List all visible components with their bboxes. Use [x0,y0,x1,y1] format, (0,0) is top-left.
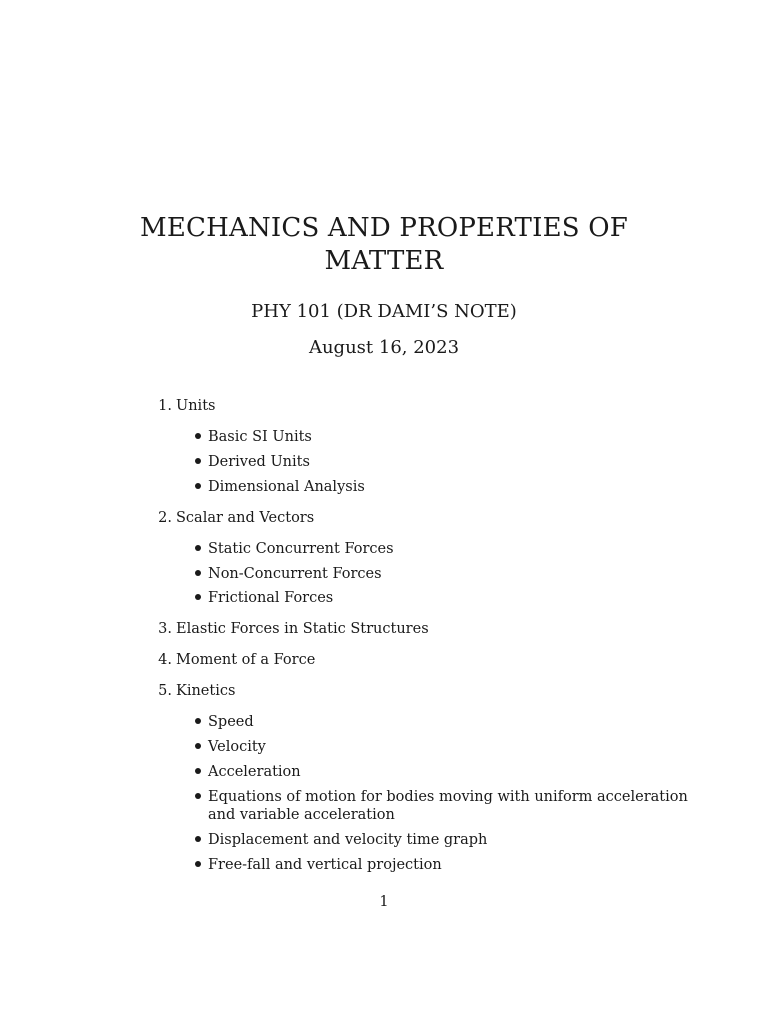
bullet-icon [195,458,201,464]
outline-item-number: 4. [158,652,172,668]
outline-item-label: Elastic Forces in Static Structures [176,621,429,637]
outline-subitem-continuation: and variable acceleration [208,807,395,823]
bullet-icon [195,545,201,551]
bullet-icon [195,718,201,724]
outline-subitem: Dimensional Analysis [208,479,365,495]
outline-subitem: Non-Concurrent Forces [208,566,382,582]
outline-subitem: Speed [208,714,254,730]
outline-subitem: Free-fall and vertical projection [208,857,442,873]
bullet-icon [195,433,201,439]
document-date: August 16, 2023 [308,337,460,358]
bullet-icon [195,570,201,576]
outline-item-label: Units [176,398,216,414]
outline-subitem: Equations of motion for bodies moving with uniform acceleration [208,789,688,805]
outline-subitem: Displacement and velocity time graph [208,832,488,848]
document-title [0,212,768,278]
bullet-icon [195,483,201,489]
outline-item-number: 5. [158,683,172,699]
outline-item-label: Scalar and Vectors [176,510,315,526]
bullet-icon [195,768,201,774]
outline-subitem: Acceleration [208,764,301,780]
bullet-icon [195,793,201,799]
page-number: 1 [379,894,389,910]
bullet-icon [195,836,201,842]
outline-subitem: Frictional Forces [208,590,334,606]
outline-subitem: Derived Units [208,454,310,470]
outline-item-number: 2. [158,510,172,526]
document-title-line-1: MECHANICS AND PROPERTIES OF [140,213,628,243]
outline-subitem: Static Concurrent Forces [208,541,394,557]
bullet-icon [195,594,201,600]
bullet-icon [195,743,201,749]
outline-subitem: Basic SI Units [208,429,312,445]
outline-item-label: Kinetics [176,683,236,699]
document-title-line-2: MATTER [324,246,444,276]
outline-item-number: 1. [158,398,172,414]
outline-subitem: Velocity [208,739,266,755]
document-subtitle: PHY 101 (DR DAMI’S NOTE) [251,301,517,322]
outline-item-number: 3. [158,621,172,637]
bullet-icon [195,861,201,867]
outline-item-label: Moment of a Force [176,652,316,668]
